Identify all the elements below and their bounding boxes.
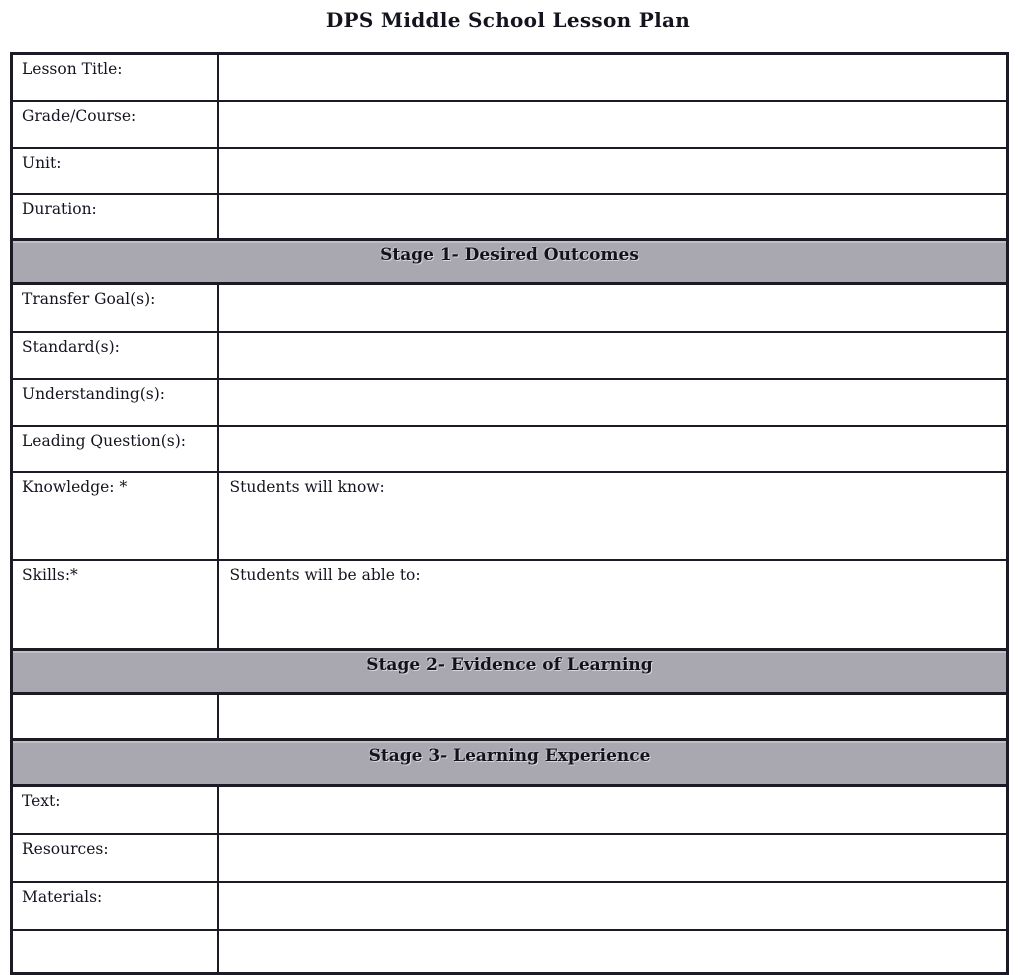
- stage-section-row: [12, 240, 1008, 284]
- stage-section-header: Stage 3- Learning Experience: [12, 740, 1008, 786]
- field-row: [12, 54, 1008, 101]
- field-label: Text:: [12, 786, 218, 834]
- lesson-table-body: [12, 54, 1008, 974]
- field-row: [12, 560, 1008, 650]
- field-label: [12, 930, 218, 974]
- field-label: Transfer Goal(s):: [12, 284, 218, 332]
- page-title: DPS Middle School Lesson Plan: [325, 8, 691, 32]
- field-row: [12, 101, 1008, 148]
- field-value-area[interactable]: [218, 882, 1008, 930]
- field-value-area[interactable]: [218, 332, 1008, 379]
- field-value-area[interactable]: [218, 930, 1008, 974]
- field-row: [12, 148, 1008, 194]
- field-row: [12, 284, 1008, 332]
- field-value-area[interactable]: [218, 834, 1008, 882]
- field-value-area[interactable]: [218, 379, 1008, 426]
- field-row: [12, 834, 1008, 882]
- stage-section-row: [12, 740, 1008, 786]
- field-label: Grade/Course:: [12, 101, 218, 148]
- stage-section-header: Stage 2- Evidence of Learning: [12, 650, 1008, 694]
- field-row: [12, 379, 1008, 426]
- field-row: [12, 332, 1008, 379]
- field-label: Duration:: [12, 194, 218, 240]
- field-value-area[interactable]: Students will be able to:: [218, 560, 1008, 650]
- field-value-area[interactable]: [218, 54, 1008, 101]
- field-label: Understanding(s):: [12, 379, 218, 426]
- stage-section-row: [12, 650, 1008, 694]
- field-label: Skills:*: [12, 560, 218, 650]
- stage-section-header: Stage 1- Desired Outcomes: [12, 240, 1008, 284]
- field-row: [12, 882, 1008, 930]
- field-row: [12, 472, 1008, 560]
- field-value-area[interactable]: [218, 148, 1008, 194]
- field-value-area[interactable]: [218, 284, 1008, 332]
- field-label: [12, 694, 218, 740]
- field-row: [12, 930, 1008, 974]
- field-label: Resources:: [12, 834, 218, 882]
- field-value-area[interactable]: Students will know:: [218, 472, 1008, 560]
- field-value-area[interactable]: [218, 194, 1008, 240]
- field-label: Materials:: [12, 882, 218, 930]
- field-row: [12, 786, 1008, 834]
- field-value-area[interactable]: [218, 786, 1008, 834]
- lesson-plan-table: [10, 52, 1009, 975]
- field-value-area[interactable]: [218, 101, 1008, 148]
- field-value-area[interactable]: [218, 694, 1008, 740]
- field-label: Lesson Title:: [12, 54, 218, 101]
- field-label: Standard(s):: [12, 332, 218, 379]
- field-row: [12, 426, 1008, 472]
- field-label: Knowledge: *: [12, 472, 218, 560]
- field-row: [12, 694, 1008, 740]
- field-label: Unit:: [12, 148, 218, 194]
- field-value-area[interactable]: [218, 426, 1008, 472]
- field-label: Leading Question(s):: [12, 426, 218, 472]
- field-row: [12, 194, 1008, 240]
